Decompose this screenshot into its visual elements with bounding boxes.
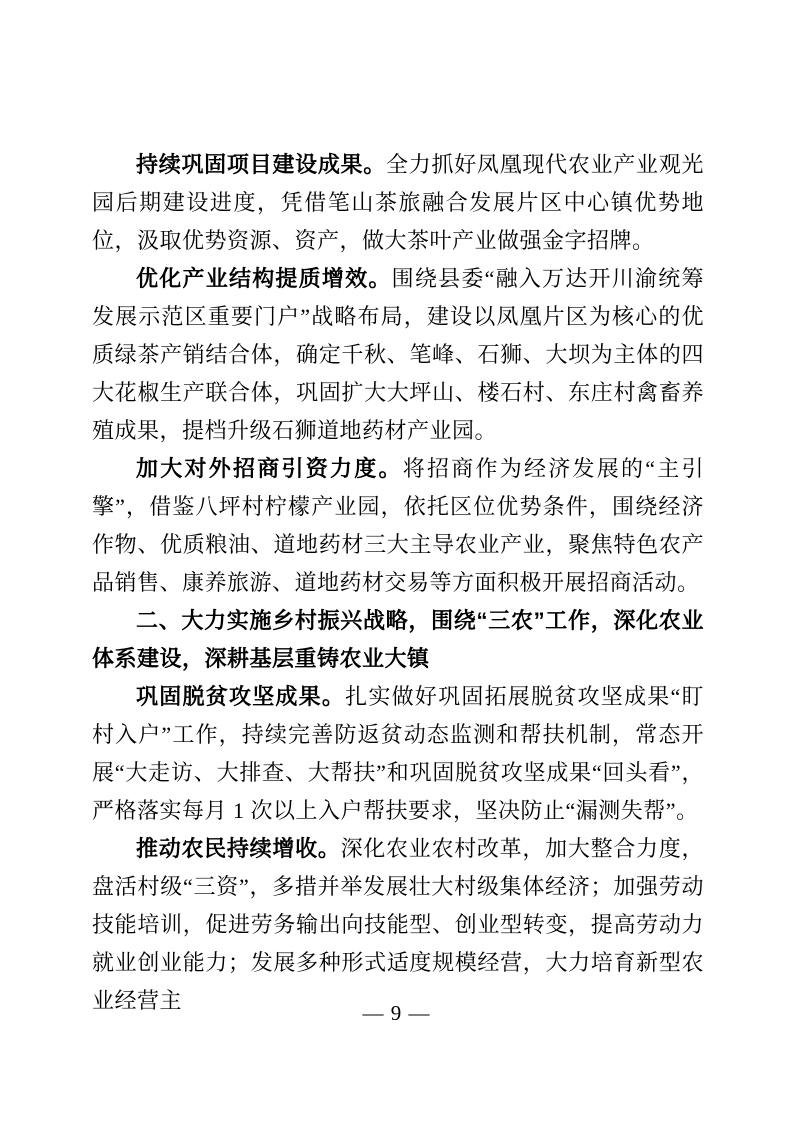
paragraph-lead: 推动农民持续增收。 — [136, 836, 341, 861]
paragraph-list — [92, 146, 704, 1020]
paragraph-text: 全力抓好凤凰现代农业产业观光园后期建设进度，凭借笔山茶旅融合发展片区中心镇优势地位，汲取优势资源、资产，做大茶叶产业做强金字招牌。 — [92, 152, 704, 253]
paragraph — [92, 146, 704, 260]
paragraph-lead: 持续巩固项目建设成果。 — [136, 152, 387, 177]
page-number: — 9 — — [362, 1001, 431, 1025]
paragraph — [92, 260, 704, 450]
paragraph — [92, 678, 704, 830]
paragraph-lead: 加大对外招商引资力度。 — [136, 456, 403, 481]
paragraph-lead: 优化产业结构提质增效。 — [136, 266, 392, 291]
paragraph-text: 深化农业农村改革，加大整合力度，盘活村级“三资”，多措并举发展壮大村级集体经济；加强劳动技能培训，促进劳务输出向技能型、创业型转变，提高劳动力就业创业能力；发展多种形式适度规模经营，大力培育新型农业经营主 — [92, 836, 704, 1013]
paragraph — [92, 450, 704, 602]
paragraph — [92, 830, 704, 1020]
document-body — [92, 146, 704, 1020]
paragraph-text: 围绕县委“融入万达开川渝统筹发展示范区重要门户”战略布局，建设以凤凰片区为核心的优质绿茶产销结合体，确定千秋、笔峰、石狮、大坝为主体的四大花椒生产联合体，巩固扩大大坪山、楼石村、东庄村禽畜养殖成果，提档升级石狮道地药材产业园。 — [92, 266, 704, 443]
section-heading — [92, 602, 704, 678]
paragraph-text: 二、大力实施乡村振兴战略，围绕“三农”工作，深化农业体系建设，深耕基层重铸农业大镇 — [92, 608, 704, 671]
paragraph-text: 将招商作为经济发展的“主引擎”，借鉴八坪村柠檬产业园，依托区位优势条件，围绕经济作物、优质粮油、道地药材三大主导农业产业，聚焦特色农产品销售、康养旅游、道地药材交易等方面积极开展招商活动。 — [92, 456, 704, 595]
paragraph-lead: 巩固脱贫攻坚成果。 — [136, 684, 346, 709]
paragraph-text: 扎实做好巩固拓展脱贫攻坚成果“盯村入户”工作，持续完善防返贫动态监测和帮扶机制，常态开展“大走访、大排查、大帮扶”和巩固脱贫攻坚成果“回头看”，严格落实每月 1 次以上入户帮扶要求，坚决防止“漏测失帮”。 — [92, 684, 704, 823]
